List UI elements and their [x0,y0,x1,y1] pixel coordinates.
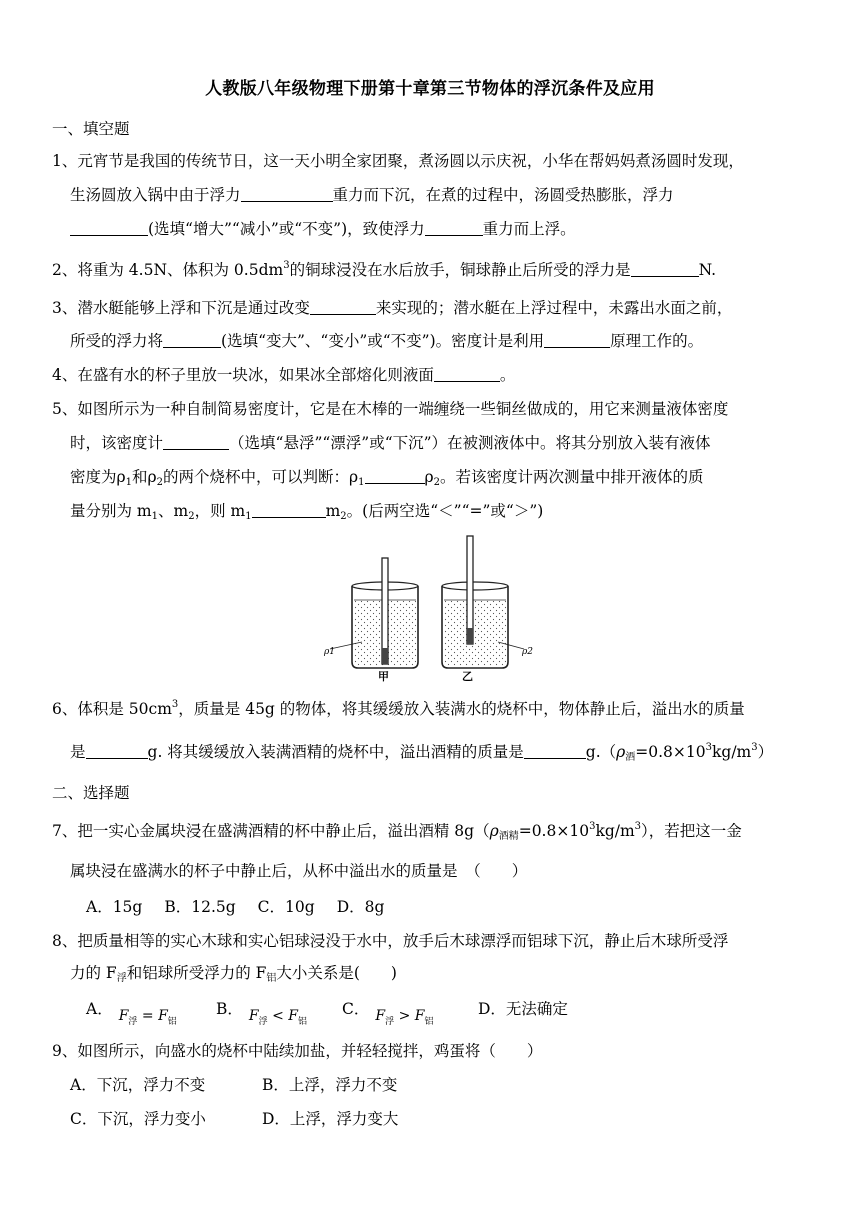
answer-blank[interactable] [425,219,483,236]
question-4: 4、在盛有水的杯子里放一块冰，如果冰全部熔化则液面 。 [52,366,516,384]
page-title: 人教版八年级物理下册第十章第三节物体的浮沉条件及应用 [205,79,655,99]
formula-b: $F_浮 < F_铝$ [248,1008,307,1027]
answer-blank[interactable] [631,260,699,277]
question-8-line-1: 8、把质量相等的实心木球和实心铝球浸没于水中，放手后木球漂浮而铝球下沉，静止后木球所受浮 [52,932,729,950]
option-b[interactable]: B．12.5g [164,898,236,916]
option-d[interactable]: D．上浮，浮力变大 [262,1110,399,1128]
answer-blank[interactable] [70,219,148,236]
option-a[interactable]: A．15g [86,898,143,916]
question-7-line-2: 属块浸在盛满水的杯子中静止后，从杯中溢出水的质量是 （ ） [70,862,528,880]
option-c[interactable]: C． $F_浮 > F_铝$ [342,998,478,1033]
option-c[interactable]: C．下沉，浮力变小 [70,1110,206,1128]
question-6-line-1: 6、体积是 $50cm^3$，质量是 45g 的物体，将其缓缓放入装满水的烧杯中，物体静止后，溢出水的质量 [52,699,745,718]
question-1-line-1: 1、元宵节是我国的传统节日，这一天小明全家团聚，煮汤圆以示庆祝，小华在帮妈妈煮汤圆时发现， [52,152,744,170]
question-2: 2、将重为 4.5N、体积为 $0.5dm^3$的铜球浸没在水后放手，铜球静止后所受的浮力是 N. [52,260,717,279]
question-6-line-2: 是 g. 将其缓缓放入装满酒精的烧杯中，溢出酒精的质量是 $g.(\rho_酒=0.8\times 10^3kg/m^3)$ [70,742,774,763]
beaker-left-label: 甲 [378,670,389,682]
option-d[interactable]: D．8g [336,898,385,916]
question-1-line-2: 生汤圆放入锅中由于浮力 重力而下沉，在煮的过程中，汤圆受热膨胀，浮力 [70,186,674,204]
section-heading-choice: 二、选择题 [52,784,130,802]
question-8-line-2: 力的 $F_浮$和铝球所受浮力的 $F_铝$大小关系是( ) [70,964,397,984]
answer-blank[interactable] [163,331,221,348]
answer-blank[interactable] [544,331,610,348]
question-8-options [86,998,568,1033]
question-1-line-3: (选填“增大”“减小”或“不变”)，致使浮力 重力而上浮。 [70,218,576,240]
formula-a: $F_浮 = F_铝$ [118,1008,177,1027]
beaker-right [442,536,533,682]
answer-blank[interactable] [163,433,229,450]
question-7-options [86,896,384,918]
question-9: 9、如图所示，向盛水的烧杯中陆续加盐，并轻轻搅拌，鸡蛋将（ ） [52,1042,543,1060]
option-c[interactable]: C．10g [257,898,315,916]
answer-blank[interactable] [434,365,500,382]
answer-blank[interactable] [310,298,376,315]
question-9-options-row-2 [70,1108,398,1130]
question-5-line-4: 量分别为 $m_1$、$m_2$，则 $m_1$ $m_2$。(后两空选“＜”“=”或“＞”) [70,502,544,522]
rho2-label: ρ2 [522,647,534,657]
question-3-line-2: 所受的浮力将 (选填“变大”、“变小”或“不变”)。密度计是利用 原理工作的。 [70,332,704,350]
formula-c: $F_浮 > F_铝$ [375,1008,434,1027]
beaker-left [323,558,418,682]
question-5-line-3: 密度为$\rho_1$和$\rho_2$的两个烧杯中，可以判断：$\rho_1$ $\rho_2$。若该密度计两次测量中排开液体的质 [70,468,704,488]
question-3-line-1: 3、潜水艇能够上浮和下沉是通过改变 来实现的；潜水艇在上浮过程中，未露出水面之前， [52,299,733,317]
question-5-line-2: 时，该密度计 （选填“悬浮”“漂浮”或“下沉”）在被测液体中。将其分别放入装有液体 [70,434,711,452]
rho1-label: ρ1 [324,647,336,657]
answer-blank[interactable] [365,467,425,484]
question-5-line-1: 5、如图所示为一种自制简易密度计，它是在木棒的一端缠绕一些铜丝做成的，用它来测量液体密度 [52,400,729,418]
section-heading-fill: 一、填空题 [52,120,130,138]
question-7-line-1: 7、把一实心金属块浸在盛满酒精的杯中静止后，溢出酒精 $8g(\rho_{酒精}=0.8\times 10^3kg/m^3)$，若把这一金 [52,821,742,842]
option-b[interactable]: B．上浮，浮力不变 [262,1076,398,1094]
option-a[interactable]: A． $F_浮 = F_铝$ [86,998,216,1033]
answer-blank[interactable] [86,742,148,759]
answer-blank[interactable] [524,742,586,759]
option-b[interactable]: B． $F_浮 < F_铝$ [216,998,342,1033]
option-a[interactable]: A．下沉，浮力不变 [70,1076,206,1094]
option-d[interactable]: D．无法确定 [478,1000,568,1018]
question-9-options-row-1 [70,1074,397,1096]
answer-blank[interactable] [241,185,333,202]
beaker-right-label: 乙 [462,670,473,682]
hydrometer-beakers-figure [318,534,538,682]
answer-blank[interactable] [252,501,326,518]
